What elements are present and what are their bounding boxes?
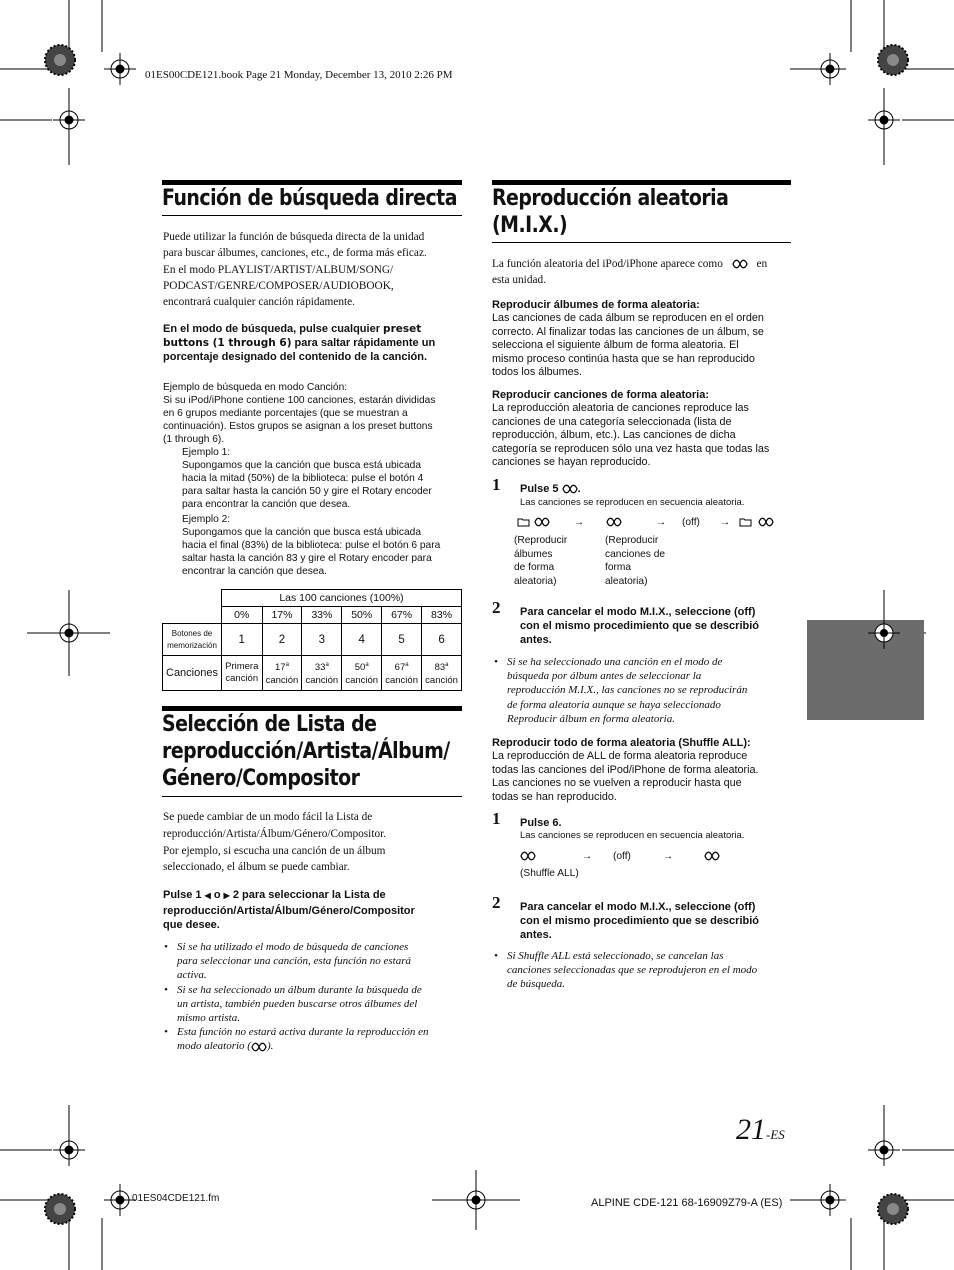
button-cell: 3	[302, 624, 342, 656]
section-title-seleccion	[162, 711, 450, 792]
text-run: o	[213, 889, 224, 901]
shuffle-block	[492, 736, 792, 804]
section-rule	[492, 242, 791, 243]
mix-cycle-caption-1	[514, 534, 567, 588]
button-cell: 4	[342, 624, 382, 656]
button-cell: 6	[422, 624, 462, 656]
text-line: Para cancelar el modo M.I.X., seleccione (off)	[520, 606, 756, 618]
text-line: hacia el final (83%) de la biblioteca: pulse el botón 6 para	[182, 540, 441, 551]
text-run: para saltar rápidamente un porcentaje designado del contenido de la canción.	[163, 337, 436, 363]
mix-bullet-b	[494, 949, 797, 992]
text-line: canciones de una categoría seleccionada (lista de	[492, 415, 732, 428]
percent-cell: 33%	[302, 607, 342, 624]
mix-icon	[562, 484, 578, 494]
text-line: Si se ha seleccionado una canción en el modo de	[507, 656, 723, 668]
text-line: continuación). Estos grupos se asignan a los preset buttons	[163, 421, 433, 432]
bullet-item	[164, 940, 467, 983]
songs-heading: Reproducir canciones de forma aleatoria:	[492, 389, 710, 401]
table-corner	[163, 607, 222, 624]
text-line: Ejemplo 1:	[182, 447, 231, 458]
example-1	[182, 446, 467, 511]
text-line: un artista, también pueden buscarse otros álbumes del	[177, 997, 418, 1010]
step-number: 1	[492, 475, 501, 494]
text-line: reproducción/Artista/Álbum/Género/Compositor	[163, 904, 415, 917]
text-line: para seleccionar una canción, esta función no estará	[177, 955, 412, 968]
bullet-icon: •	[164, 941, 168, 953]
text-line: Supongamos que la canción que busca está ubicada	[182, 460, 422, 471]
step1-note: Las canciones se reproducen en secuencia aleatoria.	[520, 497, 745, 508]
text-line: Por ejemplo, si escucha una canción de un álbum	[163, 844, 386, 857]
text-run: modo aleatorio (	[177, 1040, 251, 1053]
text-line: aleatoria)	[514, 575, 557, 587]
text-line: canción	[225, 673, 259, 684]
text-run: 33	[314, 662, 326, 674]
text-line: Esta función no estará activa durante la reproducción en	[177, 1026, 429, 1039]
text-line: Puede utilizar la función de búsqueda directa de la unidad	[163, 231, 425, 243]
text-run: ).	[266, 1040, 274, 1053]
superscript: a	[285, 662, 289, 669]
side-tab-crosshair-icon	[868, 617, 900, 649]
text-line: canción	[305, 674, 339, 686]
bullet-item	[164, 983, 467, 1026]
text-line: reproducción M.I.X., las canciones no se reproducirán	[507, 684, 748, 697]
bullet-icon: •	[494, 950, 498, 962]
text-line: (Reproducir	[605, 535, 659, 546]
example-intro	[163, 381, 463, 446]
text-run: Pulse	[163, 889, 196, 901]
page-number	[736, 1113, 785, 1147]
footer-model: ALPINE CDE-121 68-16909Z79-A (ES)	[591, 1197, 783, 1209]
mix-bullet-a	[494, 655, 797, 726]
song-cell	[422, 656, 462, 691]
title-line: Selección de Lista de	[162, 712, 377, 737]
bullet-icon: •	[164, 1026, 168, 1039]
song-cell	[342, 656, 382, 691]
button-2-label: 2	[232, 889, 239, 901]
mix-icon	[520, 851, 538, 865]
text-line: Las canciones no se vuelven a reproducir hasta que	[492, 777, 742, 789]
text-line: Supongamos que la canción que busca está ubicada	[182, 527, 422, 538]
step2-text	[520, 605, 795, 647]
superscript: a	[405, 662, 409, 669]
text-line: canción	[345, 674, 379, 686]
text-line: búsqueda por álbum antes de seleccionar la	[507, 670, 702, 683]
text-run: Pulse 5	[520, 483, 559, 495]
seleccion-instruction	[163, 888, 463, 933]
shuffle-text	[492, 750, 792, 804]
section-title-mix	[492, 185, 728, 239]
mix-icon	[606, 517, 624, 531]
text-line: reproducción/Artista/Álbum/Género/Compositor.	[163, 827, 387, 840]
busqueda-intro	[163, 229, 463, 310]
song-cell	[382, 656, 422, 691]
step1b-note: Las canciones se reproducen en secuencia aleatoria.	[520, 830, 745, 841]
text-line: esta unidad.	[492, 273, 546, 286]
text-line: La reproducción de ALL de forma aleatoria reproduce	[492, 750, 748, 762]
text-line: Las canciones de cada álbum se reproducen en el orden	[492, 312, 764, 324]
song-cell	[262, 656, 302, 691]
text-line: en 6 grupos mediante porcentajes (que se muestran a	[163, 408, 408, 419]
button-cell: 1	[222, 624, 263, 656]
text-line: todas las canciones del iPod/iPhone de forma aleatoria.	[492, 763, 759, 776]
folder-mix-icon	[517, 517, 551, 531]
example-2	[182, 513, 467, 578]
section-rule	[162, 215, 462, 216]
mix-cycle-caption-2	[605, 534, 665, 588]
albums-block	[492, 298, 792, 380]
text-line: con el mismo procedimiento que se describió	[520, 620, 760, 632]
song-cell	[302, 656, 342, 691]
arrow-icon: →	[574, 517, 585, 528]
text-line: mismo artista.	[177, 1012, 240, 1025]
text-line: de forma	[514, 562, 555, 573]
side-tab	[807, 620, 924, 720]
text-line: encontrará cualquier canción rápidamente.	[163, 296, 355, 309]
title-line: (M.I.X.)	[492, 213, 568, 238]
text-line: (1 through 6).	[163, 434, 225, 445]
button-1-label: 1	[195, 889, 202, 901]
text-line: seleccionado, el álbum se puede cambiar.	[163, 861, 350, 874]
text-line: (Reproducir	[514, 535, 568, 546]
text-line: todos los álbumes.	[492, 366, 583, 378]
busqueda-instruction	[163, 322, 463, 364]
step-number: 1	[492, 809, 501, 828]
off-label: (off)	[682, 517, 700, 528]
page-number-value: 21	[736, 1113, 766, 1146]
text-line: canción	[425, 674, 458, 686]
text-line: Ejemplo de búsqueda en modo Canción:	[163, 382, 348, 393]
percent-cell: 50%	[342, 607, 382, 624]
button-cell: 5	[382, 624, 422, 656]
title-line: reproducción/Artista/Álbum/	[162, 739, 450, 764]
text-line: que desee.	[163, 919, 220, 931]
text-line: forma	[605, 562, 632, 573]
section-title-busqueda: Función de búsqueda directa	[162, 186, 457, 211]
bullet-icon: •	[164, 983, 168, 996]
shuffle-cycle-row	[520, 850, 780, 866]
step-number: 2	[492, 893, 501, 912]
text-line: categoría se reproducen sólo una vez hasta que todas las	[492, 442, 770, 455]
text-line: aleatoria)	[605, 575, 648, 587]
canciones-table	[162, 589, 462, 691]
preset-buttons-label: preset buttons (1 through 6)	[163, 323, 422, 349]
step-number: 2	[492, 598, 501, 617]
arrow-icon: →	[720, 517, 731, 528]
songs-text	[492, 402, 792, 470]
row-label-botones	[163, 624, 222, 656]
mix-intro	[492, 257, 792, 288]
text-line: canciones se hayan reproducido.	[492, 456, 651, 468]
table-corner	[163, 590, 222, 607]
superscript: a	[445, 662, 449, 669]
text-line: activa.	[177, 969, 207, 982]
seleccion-intro	[163, 809, 463, 876]
text-line: saltar hasta la canción 83 y gire el Rotary encoder para	[182, 553, 432, 564]
text-line: Primera	[225, 661, 259, 672]
text-line: para encontrar la canción que desea.	[182, 499, 351, 510]
footer-file: 01ES04CDE121.fm	[132, 1193, 220, 1204]
text-line: canciones de	[605, 548, 666, 560]
text-line: canciones seleccionadas que se reprodujeron en el modo	[507, 964, 758, 977]
text-line: todas se han reproducido.	[492, 790, 617, 803]
text-run: 83	[434, 662, 446, 674]
title-line: Reproducción aleatoria	[492, 186, 729, 211]
superscript: a	[325, 662, 329, 669]
arrow-icon: →	[663, 851, 674, 862]
text-run: en	[756, 258, 768, 270]
percent-cell: 83%	[422, 607, 462, 624]
mix-icon	[251, 1042, 267, 1052]
folder-mix-icon	[739, 517, 777, 531]
text-run: La función aleatoria del iPod/iPhone aparece como	[492, 258, 723, 270]
text-line: con el mismo procedimiento que se describió	[520, 915, 760, 927]
text-line: La reproducción aleatoria de canciones reproduce las	[492, 402, 749, 414]
songs-block	[492, 388, 792, 470]
text-line: Si su iPod/iPhone contiene 100 canciones, estarán divididas	[163, 395, 436, 406]
text-line: de búsqueda.	[507, 978, 566, 991]
text-line: antes.	[520, 634, 552, 646]
title-line: Género/Compositor	[162, 766, 360, 791]
seleccion-bullets	[164, 940, 467, 1054]
step2b-text	[520, 900, 795, 942]
text-line: canción	[265, 674, 299, 686]
text-line: antes.	[520, 929, 552, 941]
text-run: para seleccionar la Lista de	[238, 889, 386, 901]
mix-icon	[732, 259, 748, 269]
text-line: mismo proceso continúa hasta que se han reproducido	[492, 352, 755, 365]
file-header: 01ES00CDE121.book Page 21 Monday, December 13, 2010 2:26 PM	[145, 69, 453, 81]
button-cell: 2	[262, 624, 302, 656]
percent-cell: 67%	[382, 607, 422, 624]
text-run: 17	[274, 662, 286, 674]
bullet-item	[164, 1025, 467, 1053]
text-line: reproducción, álbum, etc.). Las canciones de dicha	[492, 429, 736, 441]
section-rule	[162, 796, 462, 797]
albums-text	[492, 312, 792, 380]
song-cell	[222, 656, 263, 691]
bullet-icon: •	[494, 656, 498, 668]
text-line: Ejemplo 2:	[182, 514, 231, 525]
left-triangle-icon: ◀	[204, 891, 211, 900]
text-line: Si se ha seleccionado un álbum durante la búsqueda de	[177, 983, 422, 996]
text-line: Si Shuffle ALL está seleccionado, se cancelan las	[507, 950, 724, 962]
text-line: selecciona el siguiente álbum de forma aleatoria. El	[492, 339, 739, 351]
text-line: Reproducir álbum en forma aleatoria.	[507, 712, 675, 725]
arrow-icon: →	[582, 851, 593, 862]
text-line: álbumes	[514, 548, 553, 560]
text-line: para saltar hasta la canción 50 y gire el Rotary encoder	[182, 486, 432, 497]
text-line: canción	[385, 674, 418, 686]
superscript: a	[365, 662, 369, 669]
percent-cell: 17%	[262, 607, 302, 624]
row-label-canciones: Canciones	[163, 656, 222, 691]
page-number-suffix: -ES	[766, 1127, 785, 1142]
mix-cycle-row	[514, 516, 794, 532]
text-line: Se puede cambiar de un modo fácil la Lista de	[163, 811, 373, 823]
text-line: correcto. Al finalizar todas las canciones de un álbum, se	[492, 325, 764, 338]
text-run: 50	[354, 662, 366, 674]
text-run: 67	[394, 662, 406, 674]
text-line: Para cancelar el modo M.I.X., seleccione (off)	[520, 901, 756, 913]
text-line: para buscar álbumes, canciones, etc., de forma más eficaz.	[163, 247, 427, 260]
text-run: En el modo de búsqueda, pulse cualquier	[163, 323, 384, 335]
text-line: de forma aleatoria aunque se haya seleccionado	[507, 698, 721, 711]
text-line: encontrar la canción que desea.	[182, 566, 327, 577]
shuffle-heading: Reproducir todo de forma aleatoria (Shuffle ALL):	[492, 737, 751, 749]
mix-icon	[704, 851, 722, 865]
text-line: Botones de	[171, 628, 213, 638]
text-line: PODCAST/GENRE/COMPOSER/AUDIOBOOK,	[163, 279, 394, 292]
shuffle-caption: (Shuffle ALL)	[520, 868, 579, 879]
text-line: memorización	[167, 640, 217, 650]
off-label: (off)	[613, 851, 631, 862]
text-line: hacia la mitad (50%) de la biblioteca: pulse el botón 4	[182, 473, 424, 484]
text-line: En el modo PLAYLIST/ARTIST/ALBUM/SONG/	[163, 263, 394, 276]
step1b-label: Pulse 6.	[520, 817, 562, 829]
percent-cell: 0%	[222, 607, 263, 624]
arrow-icon: →	[656, 517, 667, 528]
table-header: Las 100 canciones (100%)	[222, 590, 462, 607]
right-triangle-icon: ▶	[223, 891, 230, 900]
step1-label: Pulse 5 .	[520, 483, 581, 495]
text-line: Si se ha utilizado el modo de búsqueda de canciones	[177, 941, 409, 953]
albums-heading: Reproducir álbumes de forma aleatoria:	[492, 299, 700, 311]
